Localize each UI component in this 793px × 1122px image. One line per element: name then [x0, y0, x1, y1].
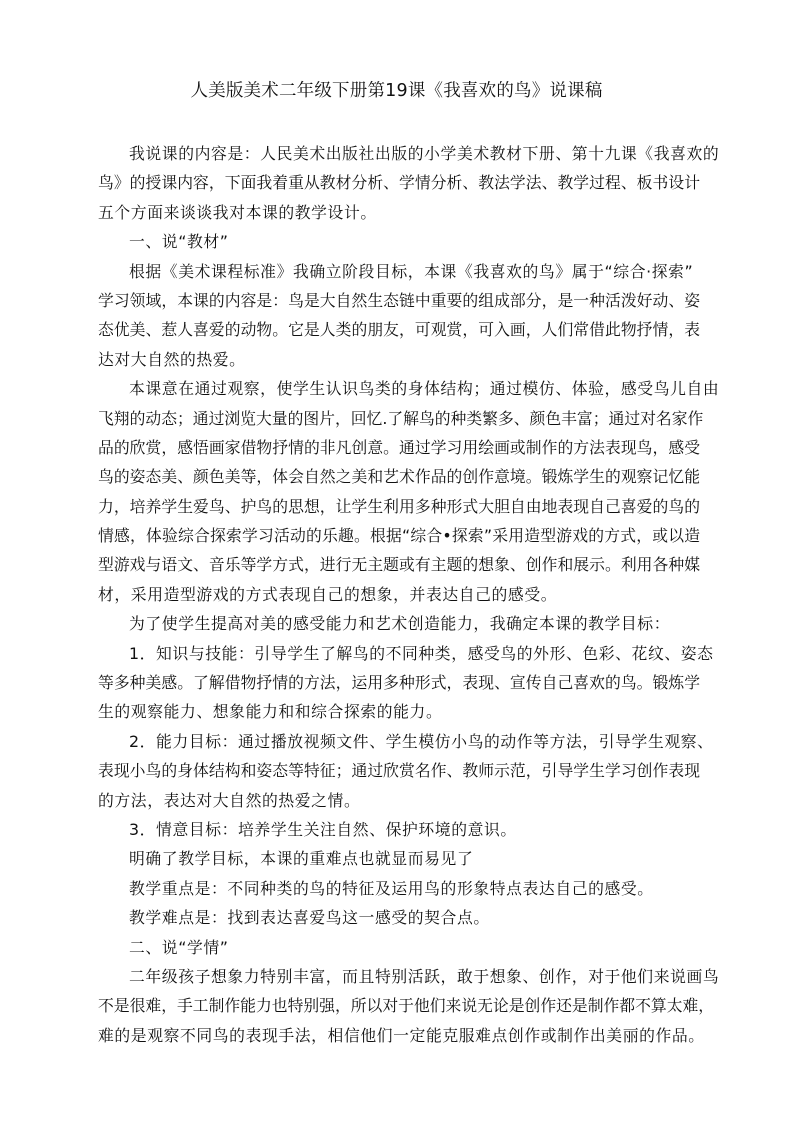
document-title: 人美版美术二年级下册第19课《我喜欢的鸟》说课稿	[190, 81, 603, 101]
text-line: 教学重点是：不同种类的鸟的特征及运用鸟的形象特点表达自己的感受。	[129, 878, 654, 898]
text-line: 材，采用造型游戏的方式表现自己的想象，并表达自己的感受。	[98, 584, 558, 604]
text-line: 难的是观察不同鸟的表现手法，相信他们一定能克服难点创作或制作出美丽的作品。	[98, 1025, 705, 1045]
text-line: 达对大自然的热爱。	[98, 349, 246, 369]
text-line: 明确了教学目标，本课的重难点也就显而易见了	[129, 849, 474, 869]
text-line: 本课意在通过观察，使学生认识鸟类的身体结构；通过模仿、体验，感受鸟儿自由	[129, 379, 720, 399]
text-line: 生的观察能力、想象能力和和综合探索的能力。	[98, 702, 443, 722]
text-line: 的方法，表达对大自然的热爱之情。	[98, 790, 361, 810]
text-line: 为了使学生提高对美的感受能力和艺术创造能力，我确定本课的教学目标：	[129, 614, 671, 634]
text-line: 五个方面来谈谈我对本课的教学设计。	[98, 202, 377, 222]
text-line: 学习领域，本课的内容是：鸟是大自然生态链中重要的组成部分，是一种活泼好动、姿	[98, 290, 700, 310]
text-line: 教学难点是：找到表达喜爱鸟这一感受的契合点。	[129, 908, 490, 928]
text-line: 1．知识与技能：引导学生了解鸟的不同种类，感受鸟的外形、色彩、花纹、姿态	[129, 643, 714, 663]
text-line: 3．情意目标：培养学生关注自然、保护环境的意识。	[129, 819, 517, 839]
text-line: 鸟的姿态美、颜色美等，体会自然之美和艺术作品的创作意境。锻炼学生的观察记忆能	[98, 467, 700, 487]
text-line: 品的欣赏，感悟画家借物抒情的非凡创意。通过学习用绘画或制作的方法表现鸟，感受	[98, 437, 700, 457]
document-body	[98, 139, 720, 1050]
text-line: 等多种美感。了解借物抒情的方法，运用多种形式，表现、宣传自己喜欢的鸟。锻炼学	[98, 673, 700, 693]
text-line: 鸟》的授课内容，下面我着重从教材分析、学情分析、教法学法、教学过程、板书设计	[98, 173, 700, 193]
text-line: 飞翔的动态；通过浏览大量的图片，回忆.了解鸟的种类繁多、颜色丰富；通过对名家作	[98, 408, 704, 428]
text-line: 2．能力目标：通过播放视频文件、学生模仿小鸟的动作等方法，引导学生观察、	[129, 731, 714, 751]
text-line: 不是很难，手工制作能力也特别强，所以对于他们来说无论是创作还是制作都不算太难，	[98, 996, 715, 1016]
section-heading: 二、说“学情”	[129, 937, 229, 957]
text-line: 表现小鸟的身体结构和姿态等特征；通过欣赏名作、教师示范，引导学生学习创作表现	[98, 761, 700, 781]
text-line: 型游戏与语文、音乐等学方式，进行无主题或有主题的想象、创作和展示。利用各种媒	[98, 555, 700, 575]
text-line: 情感，体验综合探索学习活动的乐趣。根据“综合•探索”采用造型游戏的方式，或以造	[98, 526, 700, 546]
text-line: 力，培养学生爱鸟、护鸟的思想，让学生利用多种形式大胆自由地表现自己喜爱的鸟的	[98, 496, 700, 516]
text-line: 态优美、惹人喜爱的动物。它是人类的朋友，可观赏，可入画，人们常借此物抒情，表	[98, 320, 700, 340]
text-line: 我说课的内容是：人民美术出版社出版的小学美术教材下册、第十九课《我喜欢的	[129, 144, 720, 163]
text-line: 根据《美术课程标准》我确立阶段目标，本课《我喜欢的鸟》属于“综合·探索”	[129, 261, 694, 281]
section-heading: 一、说“教材”	[129, 232, 229, 252]
text-line: 二年级孩子想象力特别丰富，而且特别活跃，敢于想象、创作，对于他们来说画鸟	[129, 966, 720, 986]
